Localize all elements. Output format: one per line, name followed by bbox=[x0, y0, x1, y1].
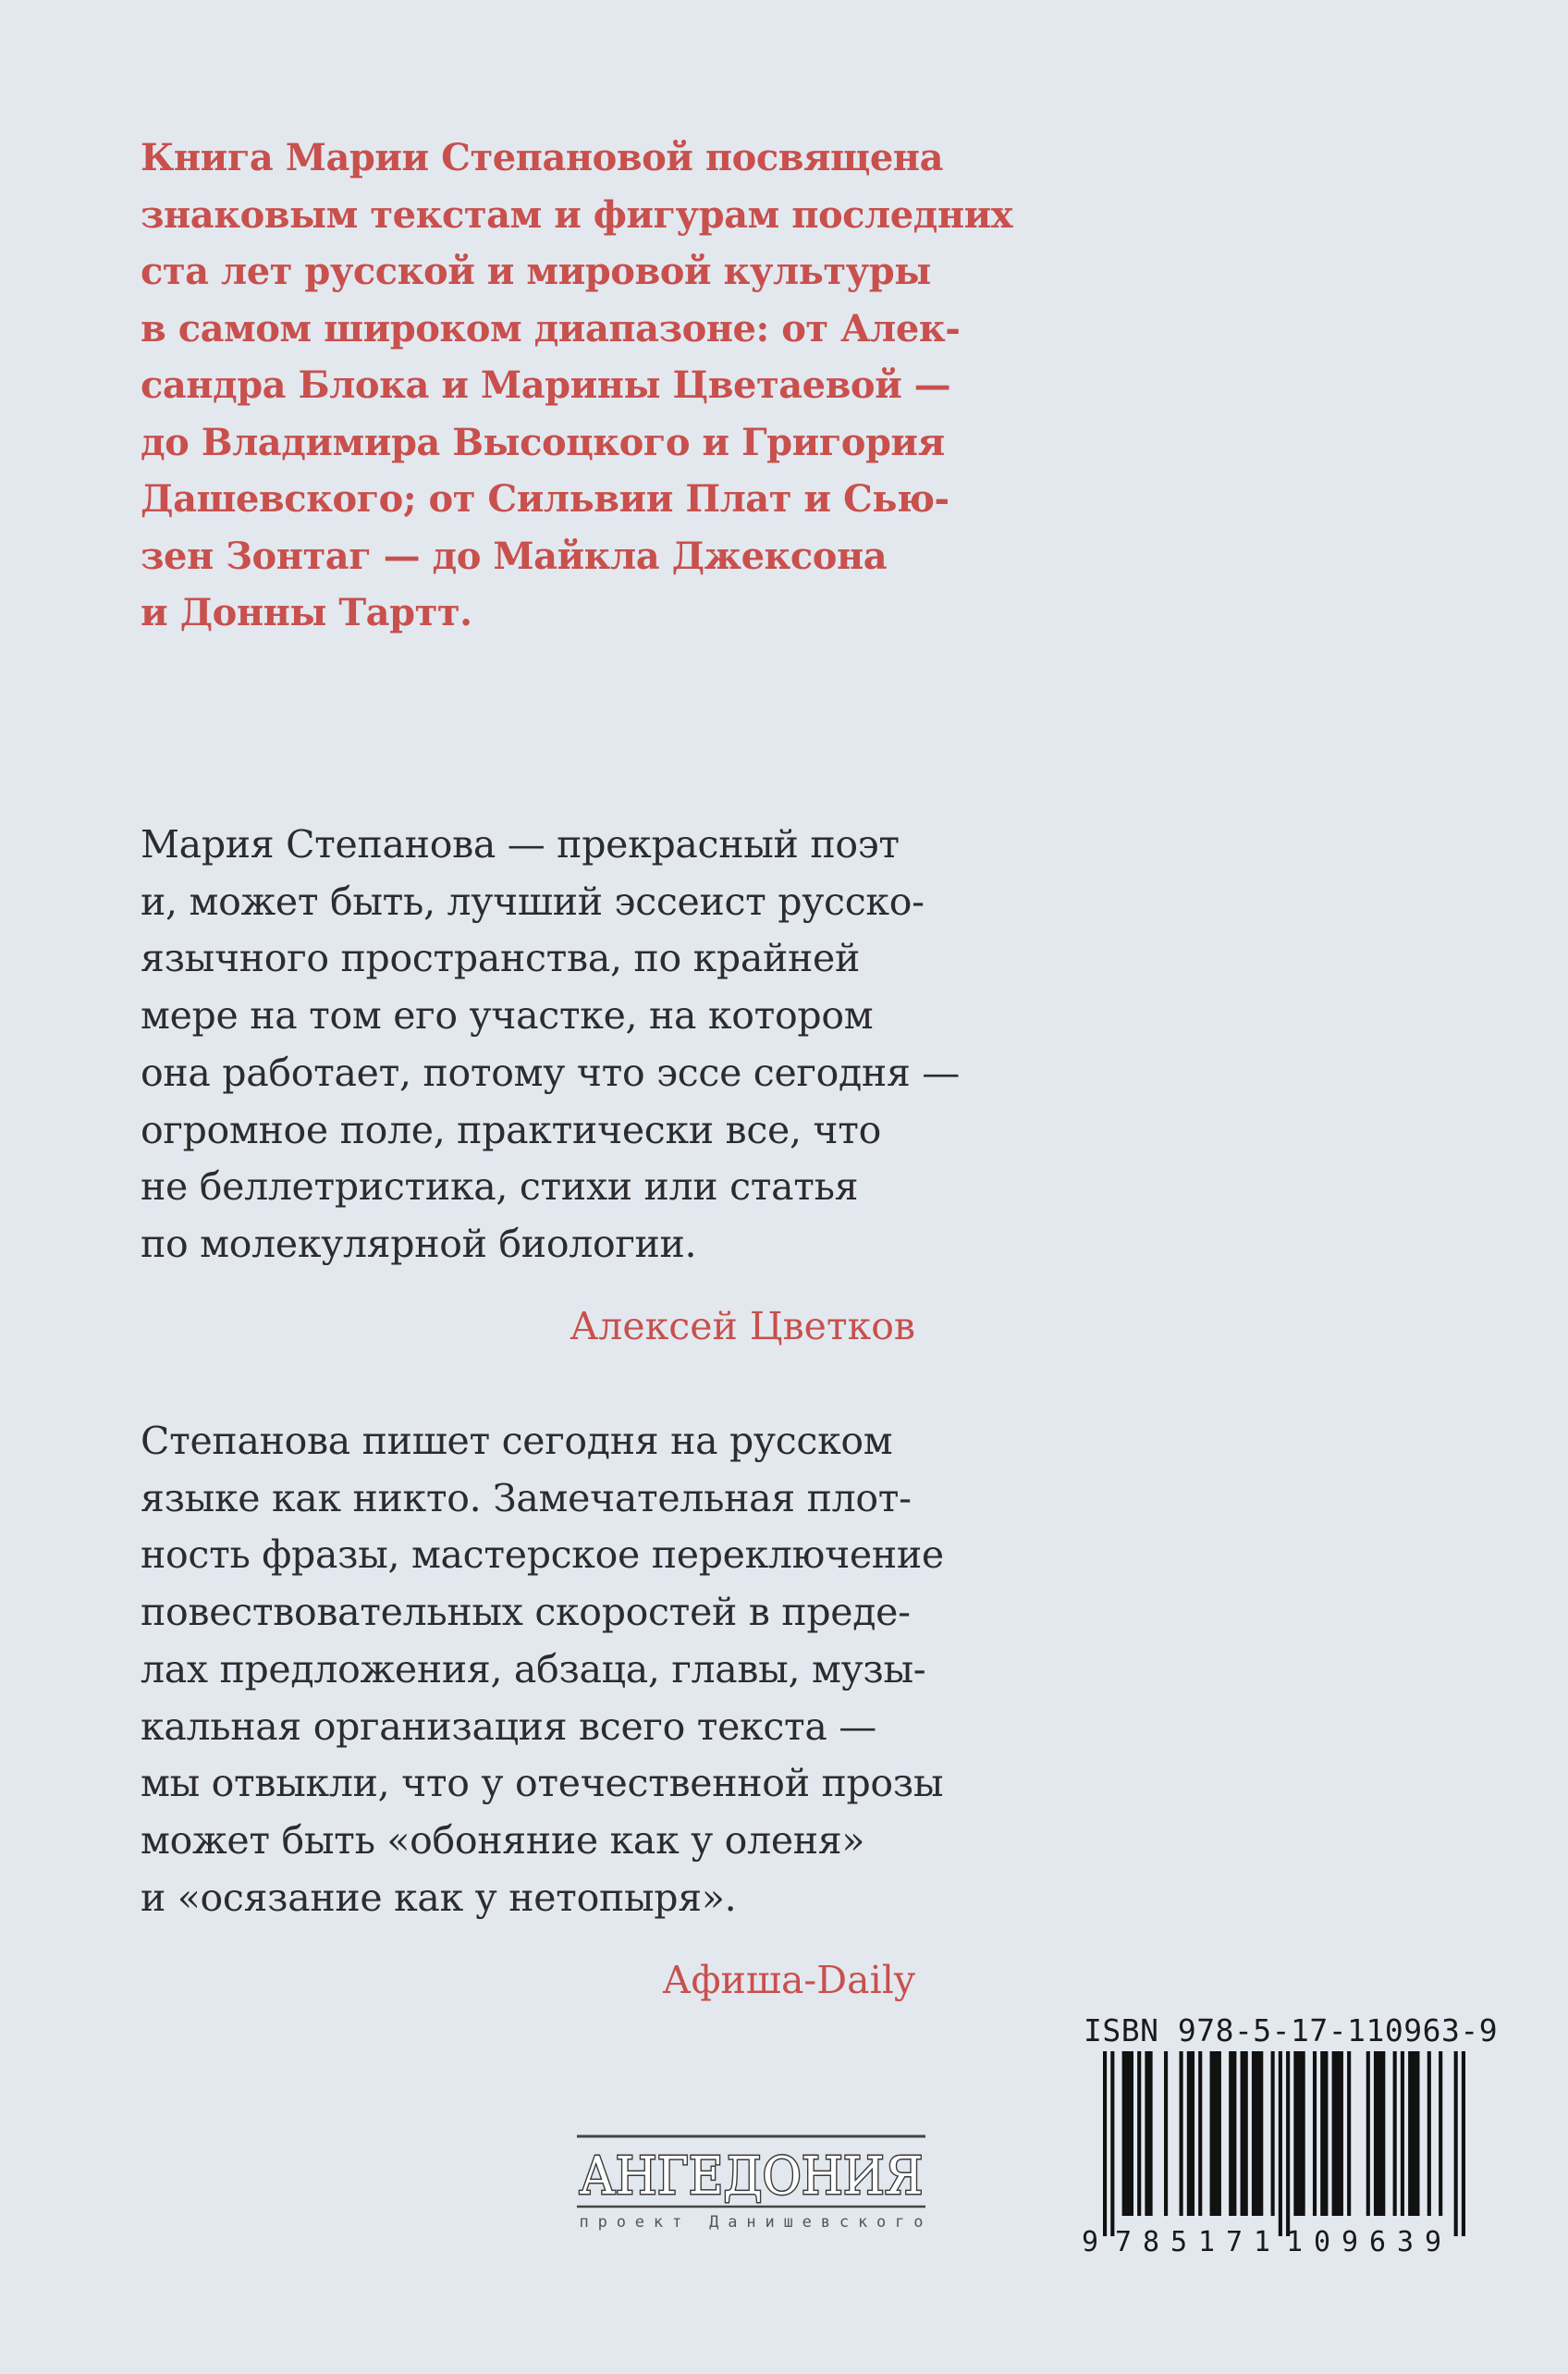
barcode-bar bbox=[1279, 2051, 1282, 2236]
isbn-label: ISBN 978-5-17-110963-9 bbox=[1084, 2012, 1499, 2048]
barcode-bar bbox=[1454, 2051, 1458, 2236]
barcode-bar bbox=[1293, 2051, 1305, 2216]
quote-line: мере на том его участке, на котором bbox=[141, 993, 874, 1039]
blurb-line: зен Зонтаг — до Майкла Джексона bbox=[141, 534, 888, 578]
quote-line: по молекулярной биологии. bbox=[141, 1221, 697, 1266]
barcode-bar bbox=[1439, 2051, 1442, 2216]
barcode-bar bbox=[1427, 2051, 1431, 2216]
barcode-bar bbox=[1229, 2051, 1236, 2216]
blurb-line: сандра Блока и Марины Цветаевой — bbox=[141, 363, 951, 407]
quote-author: Алексей Цветков bbox=[570, 1304, 915, 1348]
barcode-digits-right: 109639 bbox=[1286, 2226, 1441, 2258]
barcode-bar bbox=[1347, 2051, 1351, 2216]
barcode-bar bbox=[1122, 2051, 1133, 2216]
blurb-line: в самом широком диапазоне: от Алек- bbox=[141, 306, 961, 351]
quote-tsvetkov bbox=[141, 817, 973, 1273]
quote-line: Мария Степанова — прекрасный поэт bbox=[141, 822, 900, 867]
barcode-bar bbox=[1252, 2051, 1263, 2216]
quote-line: языке как никто. Замечательная плот- bbox=[141, 1475, 912, 1520]
publisher-name: АНГЕДОНИЯ bbox=[579, 2146, 924, 2207]
barcode-digit-lead: 9 bbox=[1081, 2226, 1099, 2258]
quote-line: язычного пространства, по крайней bbox=[141, 936, 861, 981]
quote-line: и «осязание как у нетопыря». bbox=[141, 1875, 737, 1920]
quote-line: повествовательных скоростей в преде- bbox=[141, 1590, 911, 1635]
blurb-line: знаковым текстам и фигурам последних bbox=[141, 192, 1013, 237]
barcode-bar bbox=[1332, 2051, 1343, 2216]
barcode-bars bbox=[1103, 2051, 1465, 2236]
barcode-bar bbox=[1137, 2051, 1141, 2216]
publisher-subtitle: проект Данишевского bbox=[579, 2213, 924, 2232]
barcode-bar bbox=[1271, 2051, 1275, 2216]
blurb bbox=[141, 129, 1013, 642]
barcode-bar bbox=[1374, 2051, 1385, 2216]
blurb-line: Книга Марии Степановой посвящена bbox=[141, 136, 943, 179]
quote-line: Степанова пишет сегодня на русском bbox=[141, 1419, 893, 1463]
barcode bbox=[1077, 2051, 1465, 2259]
barcode-bar bbox=[1286, 2051, 1290, 2236]
blurb-line: до Владимира Высоцкого и Григория bbox=[141, 420, 945, 464]
quote-author: Афиша-Daily bbox=[662, 1958, 915, 2002]
quote-line: ность фразы, мастерское переключение bbox=[141, 1532, 944, 1578]
quote-line: лах предложения, абзаца, главы, музы- bbox=[141, 1646, 926, 1691]
barcode-bar bbox=[1401, 2051, 1404, 2216]
blurb-line: и Донны Тартт. bbox=[141, 591, 472, 634]
barcode-bar bbox=[1313, 2051, 1317, 2216]
quote-line: может быть «обоняние как у оленя» bbox=[141, 1817, 865, 1863]
barcode-bar bbox=[1145, 2051, 1152, 2216]
publisher-logo bbox=[573, 2127, 929, 2238]
barcode-bar bbox=[1103, 2051, 1107, 2236]
barcode-bar bbox=[1187, 2051, 1194, 2216]
barcode-bar bbox=[1408, 2051, 1419, 2216]
barcode-bar bbox=[1210, 2051, 1221, 2216]
quote-line: не беллетристика, стихи или статья bbox=[141, 1164, 859, 1210]
quote-line: кальная организация всего текста — bbox=[141, 1704, 877, 1749]
quote-line: и, может быть, лучший эссеист русско- bbox=[141, 879, 925, 924]
blurb-line: Дашевского; от Сильвии Плат и Сью- bbox=[141, 477, 949, 521]
barcode-bar bbox=[1198, 2051, 1202, 2216]
barcode-bar bbox=[1164, 2051, 1168, 2216]
quote-line: она работает, потому что эссе сегодня — bbox=[141, 1050, 960, 1095]
barcode-bar bbox=[1241, 2051, 1248, 2216]
barcode-bar bbox=[1180, 2051, 1183, 2216]
quote-line: огромное поле, практически все, что bbox=[141, 1107, 881, 1152]
quote-line: мы отвыкли, что у отечественной прозы bbox=[141, 1761, 944, 1806]
barcode-bar bbox=[1462, 2051, 1465, 2236]
barcode-bar bbox=[1366, 2051, 1370, 2216]
barcode-bar bbox=[1393, 2051, 1397, 2216]
barcode-bar bbox=[1320, 2051, 1328, 2216]
quote-afisha bbox=[141, 1413, 973, 1926]
barcode-digits-left: 785171 bbox=[1115, 2226, 1270, 2258]
blurb-line: ста лет русской и мировой культуры bbox=[141, 250, 931, 293]
barcode-bar bbox=[1110, 2051, 1114, 2236]
